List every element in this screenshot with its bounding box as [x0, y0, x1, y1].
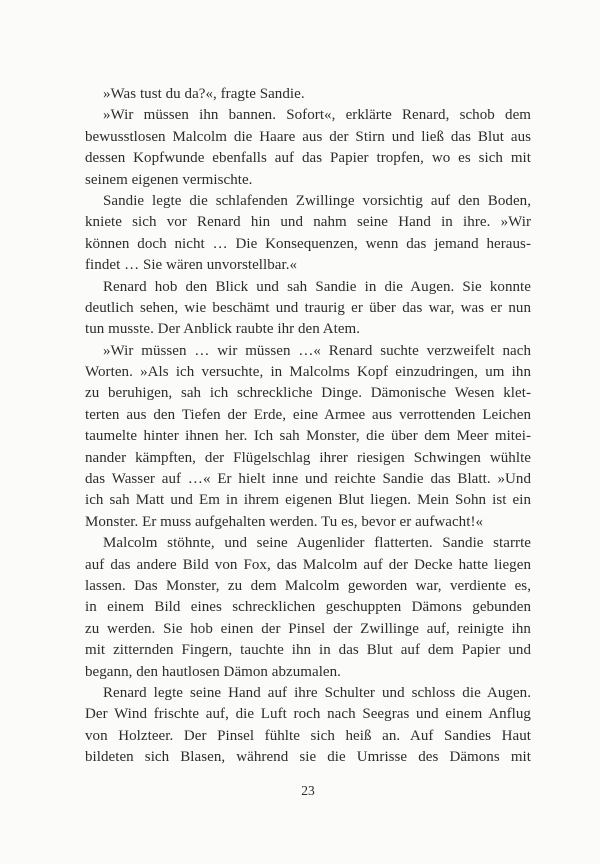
page-number: 23	[301, 783, 315, 798]
text-line: deutlich sehen, wie beschämt und traurig er über das war, was er nun	[85, 299, 531, 316]
text-line: mit zitternden Fingern, tauchte ihn in das Blut auf dem Papier und	[85, 642, 531, 659]
text-line: begann, den hautlosen Dämon abzumalen.	[85, 663, 341, 680]
text-line: terten aus den Tiefen der Erde, eine Armee aus verrottenden Leichen	[85, 406, 531, 423]
text-line: taumelte hinter ihnen her. Ich sah Monster, die über dem Meer mitei-	[85, 428, 531, 445]
text-line: kniete sich vor Renard hin und nahm seine Hand in ihre. »Wir	[85, 214, 531, 231]
text-line: das Wasser auf …« Er hielt inne und reichte Sandie das Blatt. »Und	[85, 471, 531, 488]
text-line: Der Wind frischte auf, die Luft roch nach Seegras und einem Anflug	[85, 706, 531, 723]
text-line: zu werden. Sie hob einen der Pinsel der Zwillinge auf, reinigte ihn	[85, 620, 531, 637]
paragraph	[85, 683, 531, 769]
text-line: Renard legte seine Hand auf ihre Schulter und schloss die Augen.	[103, 684, 531, 701]
text-line: Worten. »Als ich versuchte, in Malcolms Kopf einzudringen, um ihn	[85, 364, 531, 381]
paragraph	[85, 533, 531, 683]
text-line: findet … Sie wären unvorstellbar.«	[85, 257, 298, 274]
text-line: ich sah Matt und Em in ihrem eigenen Blut liegen. Mein Sohn ist ein	[85, 492, 531, 509]
text-line: auf das andere Bild von Fox, das Malcolm auf der Decke hatte liegen	[85, 556, 531, 573]
text-line: Malcolm stöhnte, und seine Augenlider flatterten. Sandie starrte	[103, 535, 531, 552]
text-line: bewusstlosen Malcolm die Haare aus der Stirn und ließ das Blut aus	[85, 128, 531, 145]
text-line: lassen. Das Monster, zu dem Malcolm geworden war, verdiente es,	[85, 577, 531, 594]
text-line: dessen Kopfwunde ebenfalls auf das Papier tropfen, wo es sich mit	[85, 150, 531, 167]
paragraph	[85, 105, 531, 191]
text-line: »Was tust du da?«, fragte Sandie.	[103, 86, 305, 102]
text-line: »Wir müssen ihn bannen. Sofort«, erklärte Renard, schob dem	[103, 107, 531, 124]
text-line: Monster. Er muss aufgehalten werden. Tu es, bevor er aufwacht!«	[85, 513, 484, 530]
paragraph	[85, 341, 531, 534]
paragraph	[85, 84, 531, 105]
text-line: Renard hob den Blick und sah Sandie in die Augen. Sie konnte	[103, 278, 531, 295]
text-line: nander kämpften, der Flügelschlag ihrer riesigen Schwingen wühlte	[85, 449, 531, 466]
text-line: seinem eigenen vermischte.	[85, 171, 253, 188]
text-block	[85, 84, 531, 769]
text-line: Sandie legte die schlafenden Zwillinge vorsichtig auf den Boden,	[103, 192, 531, 209]
text-line: bildeten sich Blasen, während sie die Umrisse des Dämons mit	[85, 749, 531, 766]
text-line: in einem Bild eines schrecklichen geschuppten Dämons gebunden	[85, 599, 531, 616]
text-line: von Holzteer. Der Pinsel fühlte sich heiß an. Auf Sandies Haut	[85, 727, 531, 744]
text-line: tun musste. Der Anblick raubte ihr den Atem.	[85, 321, 361, 338]
text-line: »Wir müssen … wir müssen …« Renard suchte verzweifelt nach	[103, 342, 531, 359]
paragraph	[85, 277, 531, 341]
paragraph	[85, 191, 531, 277]
text-line: zu beruhigen, sah ich schreckliche Dinge. Dämonische Wesen klet-	[85, 385, 531, 402]
text-line: können doch nicht … Die Konsequenzen, wenn das jemand heraus-	[85, 235, 531, 252]
